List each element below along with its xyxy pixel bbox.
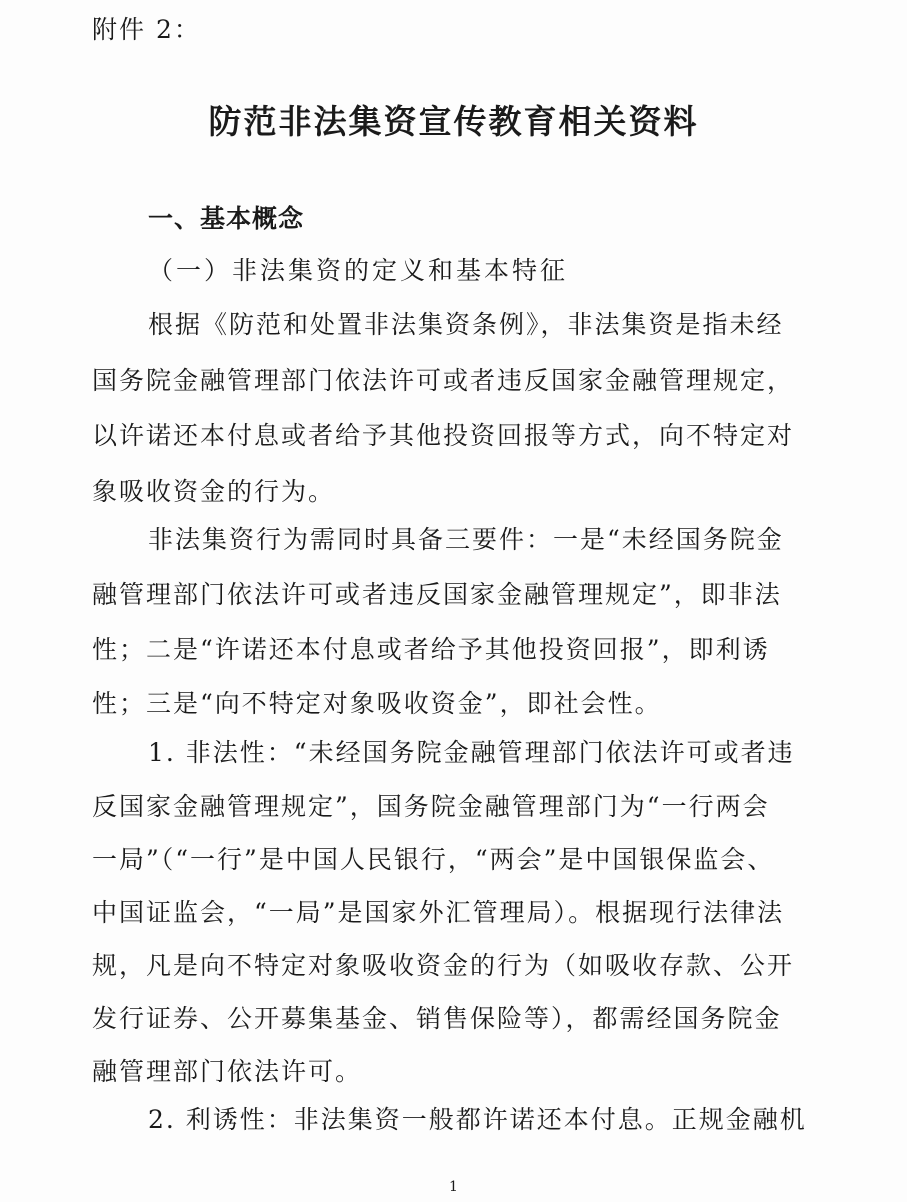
paragraph-line: 融管理部门依法许可。 — [92, 1057, 363, 1086]
paragraph-line: 国务院金融管理部门依法许可或者违反国家金融管理规定， — [92, 366, 795, 395]
paragraph-line: 融管理部门依法许可或者违反国家金融管理规定”，即非法 — [92, 580, 782, 609]
paragraph-line: 象吸收资金的行为。 — [92, 477, 336, 506]
document-title: 防范非法集资宣传教育相关资料 — [208, 102, 699, 141]
sub-heading: （一）非法集资的定义和基本特征 — [148, 256, 569, 285]
paragraph-line: 性；三是“向不特定对象吸收资金”，即社会性。 — [92, 689, 662, 718]
paragraph-line: 规，凡是向不特定对象吸收资金的行为（如吸收存款、公开 — [92, 951, 795, 980]
paragraph-line: 一局”（“一行”是中国人民银行，“两会”是中国银保监会、 — [92, 845, 775, 874]
paragraph-line: 非法集资行为需同时具备三要件：一是“未经国务院金 — [148, 525, 784, 554]
page-number: 1 — [449, 1179, 458, 1195]
paragraph-line: 性；二是“许诺还本付息或者给予其他投资回报”，即利诱 — [92, 635, 770, 664]
attachment-label: 附件 2： — [92, 15, 201, 44]
paragraph-line: 2. 利诱性：非法集资一般都许诺还本付息。正规金融机 — [148, 1105, 807, 1134]
paragraph-line: 1. 非法性：“未经国务院金融管理部门依法许可或者违 — [148, 738, 795, 767]
paragraph-line: 反国家金融管理规定”，国务院金融管理部门为“一行两会 — [92, 792, 770, 821]
section-heading: 一、基本概念 — [148, 204, 305, 233]
paragraph-line: 以许诺还本付息或者给予其他投资回报等方式，向不特定对 — [92, 421, 795, 450]
paragraph-line: 根据《防范和处置非法集资条例》，非法集资是指未经 — [148, 310, 784, 339]
paragraph-line: 中国证监会，“一局”是国家外汇管理局）。根据现行法律法 — [92, 898, 785, 927]
paragraph-line: 发行证券、公开募集基金、销售保险等），都需经国务院金 — [92, 1004, 782, 1033]
